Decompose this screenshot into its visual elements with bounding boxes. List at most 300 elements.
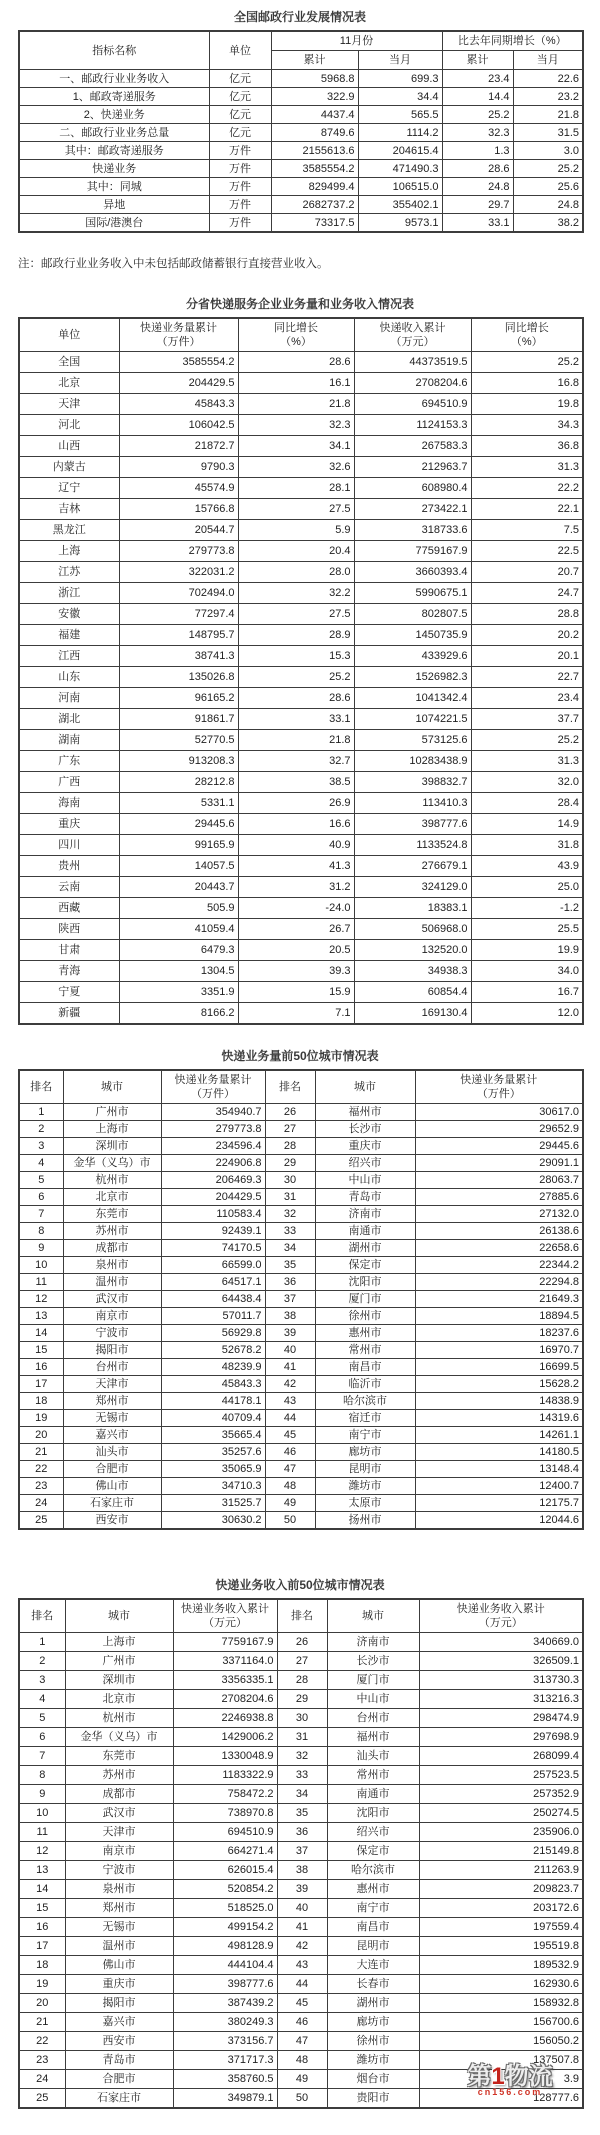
table-cell: 913208.3 [119,751,238,772]
table-cell: 1450735.9 [354,625,471,646]
table-row [19,1444,583,1461]
table-cell: 青岛市 [65,2051,173,2070]
table-cell: 绍兴市 [327,1823,419,1842]
table-cell: 南通市 [327,1785,419,1804]
table-cell: 徐州市 [315,1308,415,1325]
table-cell: 20544.7 [119,520,238,541]
table-cell: 其中：同城 [19,178,209,196]
table-cell: 温州市 [63,1274,161,1291]
table-cell: 24.8 [513,196,583,214]
table-cell: 沈阳市 [327,1804,419,1823]
table-cell: 昆明市 [327,1937,419,1956]
column-header: 快递业务量累计 （万件） [161,1070,265,1104]
table-cell: -24.0 [238,898,354,919]
table-cell: 135026.8 [119,667,238,688]
table-row [19,1104,583,1121]
table-cell: 197559.4 [419,1918,583,1937]
table-cell: 2155613.6 [271,142,358,160]
table-cell: 257523.5 [419,1766,583,1785]
column-header: 排名 [19,1070,63,1104]
column-header: 快递业务量累计 （万件） [119,318,238,352]
table-cell: 27885.6 [415,1189,583,1206]
table-cell: 298474.9 [419,1709,583,1728]
table-cell: 万件 [209,160,271,178]
table-row [19,196,583,214]
table-cell: 1074221.5 [354,709,471,730]
table-row [19,1709,583,1728]
table-cell: 3585554.2 [271,160,358,178]
table-cell: 22294.8 [415,1274,583,1291]
table-row [19,1240,583,1257]
table-cell: 太原市 [315,1495,415,1512]
table-cell: 29091.1 [415,1155,583,1172]
table-cell: 2708204.6 [354,373,471,394]
table-cell: 41 [277,1918,327,1937]
table-cell: 380249.3 [173,2013,277,2032]
table-cell: 322031.2 [119,562,238,583]
table-cell: 41.3 [238,856,354,877]
table-cell: 19.9 [471,940,583,961]
table-cell: 27132.0 [415,1206,583,1223]
table-row [19,1804,583,1823]
table-cell: 苏州市 [65,1766,173,1785]
table-cell: 郑州市 [63,1393,161,1410]
table-cell: 694510.9 [173,1823,277,1842]
table-cell: 27 [265,1121,315,1138]
table-cell: 45843.3 [161,1376,265,1393]
column-header: 城市 [63,1070,161,1104]
table-cell: 99165.9 [119,835,238,856]
table-header-row [19,1070,583,1104]
table-cell: 深圳市 [65,1671,173,1690]
table-cell: 29652.9 [415,1121,583,1138]
table-cell: 28063.7 [415,1172,583,1189]
table-cell: 25.6 [513,178,583,196]
table-cell: 34.4 [358,88,442,106]
table-cell: 8749.6 [271,124,358,142]
table-cell: 36 [265,1274,315,1291]
table-cell: 青海 [19,961,119,982]
table-cell: 322.9 [271,88,358,106]
table-cell: 77297.4 [119,604,238,625]
table-cell: 22 [19,1461,63,1478]
table-cell: 大连市 [327,1956,419,1975]
table-cell: 10 [19,1257,63,1274]
table-cell: 38 [265,1308,315,1325]
table-cell: 326509.1 [419,1652,583,1671]
table-cell: 昆明市 [315,1461,415,1478]
table-cell: 河北 [19,415,119,436]
table-cell: 23.4 [471,688,583,709]
table-row [19,604,583,625]
table-cell: 西安市 [65,2032,173,2051]
table-cell: 哈尔滨市 [315,1393,415,1410]
table-cell: 14319.6 [415,1410,583,1427]
table-cell: 1304.5 [119,961,238,982]
table-cell: 上海市 [65,1633,173,1652]
table-cell: 28.1 [238,478,354,499]
table-cell: 12.0 [471,1003,583,1025]
table-cell: 万件 [209,178,271,196]
table-row [19,1325,583,1342]
table-cell: 北京市 [63,1189,161,1206]
col-header-unit: 单位 [209,31,271,70]
table-row [19,178,583,196]
table-cell: 惠州市 [327,1880,419,1899]
table-cell: 41 [265,1359,315,1376]
table-cell: 合肥市 [63,1461,161,1478]
table-cell: 浙江 [19,583,119,604]
table-cell: 深圳市 [63,1138,161,1155]
table-cell: 31.5 [513,124,583,142]
table-cell: 235906.0 [419,1823,583,1842]
table-cell: 5 [19,1709,65,1728]
table-cell: 25.2 [238,667,354,688]
table-cell: 156700.6 [419,2013,583,2032]
table-cell: 9 [19,1785,65,1804]
table-cell: 14.4 [442,88,513,106]
table-cell: 13148.4 [415,1461,583,1478]
watermark-site: cn156.com [477,2087,543,2097]
table-cell: 郑州市 [65,1899,173,1918]
table-cell: 14261.1 [415,1427,583,1444]
table-cell: 23.2 [513,88,583,106]
table-cell: 6 [19,1728,65,1747]
table-cell: 临沂市 [315,1376,415,1393]
table-cell: 无锡市 [65,1918,173,1937]
table-cell: 5.9 [238,520,354,541]
table-cell: 福建 [19,625,119,646]
table-row [19,1842,583,1861]
table-cell: 340669.0 [419,1633,583,1652]
table-row [19,814,583,835]
column-header: 排名 [277,1599,327,1633]
table-cell: 106515.0 [358,178,442,196]
table-row [19,688,583,709]
table-row [19,1359,583,1376]
table-cell: 南通市 [315,1223,415,1240]
table-cell: 常州市 [327,1766,419,1785]
table4-title: 快递业务收入前50位城市情况表 [215,1578,385,1592]
table-row [19,1393,583,1410]
table-cell: 中山市 [315,1172,415,1189]
table-cell: 5990675.1 [354,583,471,604]
table-cell: 25.2 [471,730,583,751]
column-header: 同比增长 （%） [471,318,583,352]
table-row [19,1747,583,1766]
table-cell: 3585554.2 [119,352,238,373]
table-row [19,877,583,898]
table-cell: 518525.0 [173,1899,277,1918]
table-cell: 35 [277,1804,327,1823]
table-cell: 21 [19,1444,63,1461]
footnote: 注：邮政行业业务收入中未包括邮政储蓄银行直接营业收入。 [18,258,329,270]
table-cell: 二、邮政行业业务总量 [19,124,209,142]
table-cell: 8166.2 [119,1003,238,1025]
table-cell: 22658.6 [415,1240,583,1257]
table-row [19,214,583,233]
table-cell: 21649.3 [415,1291,583,1308]
table-cell: 5331.1 [119,793,238,814]
table-cell: 19.8 [471,394,583,415]
table-cell: 宁波市 [65,1861,173,1880]
table-cell: 24.7 [471,583,583,604]
table-cell: 57011.7 [161,1308,265,1325]
table-cell: 18237.6 [415,1325,583,1342]
table-cell: 30 [277,1709,327,1728]
table-cell: 河南 [19,688,119,709]
volume-top50-table [18,1069,584,1530]
table-cell: 471490.3 [358,160,442,178]
table-cell: 12044.6 [415,1512,583,1530]
table-cell: 2 [19,1652,65,1671]
table-cell: 42 [277,1937,327,1956]
table-cell: 14.9 [471,814,583,835]
table-cell: 广州市 [63,1104,161,1121]
table-cell: 南宁市 [327,1899,419,1918]
table-cell: 2、快递业务 [19,106,209,124]
table-row [19,1138,583,1155]
table-cell: 28.6 [442,160,513,178]
table-cell: 亿元 [209,88,271,106]
table-row [19,898,583,919]
table2-title: 分省快递服务企业业务量和业务收入情况表 [185,297,414,311]
table-cell: 7759167.9 [173,1633,277,1652]
table-cell: 25 [19,1512,63,1530]
table-cell: 14 [19,1880,65,1899]
table-row [19,499,583,520]
table-cell: 189532.9 [419,1956,583,1975]
table-row [19,1223,583,1240]
table-cell: 18383.1 [354,898,471,919]
table-cell: 西藏 [19,898,119,919]
table-cell: 1429006.2 [173,1728,277,1747]
column-header: 快递业务收入累计 （万元） [173,1599,277,1633]
table-cell: 10 [19,1804,65,1823]
table-cell: 44373519.5 [354,352,471,373]
table-cell: 湖州市 [315,1240,415,1257]
table-row [19,1308,583,1325]
table-cell: 52770.5 [119,730,238,751]
table-row [19,1003,583,1025]
table-cell: 43.9 [471,856,583,877]
col-header-current: 当月 [358,51,442,70]
table-cell: 20.7 [471,562,583,583]
table-cell: 廊坊市 [327,2013,419,2032]
table-cell: 56929.8 [161,1325,265,1342]
table-cell: 30 [265,1172,315,1189]
table-cell: 34.0 [471,961,583,982]
table-cell: 7.5 [471,520,583,541]
table-row [19,160,583,178]
table-cell: 万件 [209,142,271,160]
table-cell: 4 [19,1155,63,1172]
table-cell: 杭州市 [65,1709,173,1728]
table-cell: 204429.5 [161,1189,265,1206]
column-header: 排名 [265,1070,315,1104]
table-row [19,1291,583,1308]
table-cell: 30617.0 [415,1104,583,1121]
table-cell: 45 [265,1427,315,1444]
table-cell: 一、邮政行业业务收入 [19,70,209,88]
table-row [19,772,583,793]
table-cell: 28.6 [238,688,354,709]
table-cell: 万件 [209,214,271,233]
table-cell: 33 [265,1223,315,1240]
table-cell: 49 [265,1495,315,1512]
table-cell: 1 [19,1104,63,1121]
table-row [19,478,583,499]
revenue-top50-table [18,1598,584,2109]
table-cell: 无锡市 [63,1410,161,1427]
table-cell: 1114.2 [358,124,442,142]
table-row [19,2032,583,2051]
table-cell: 31.3 [471,751,583,772]
table-row [19,520,583,541]
table-cell: 石家庄市 [65,2089,173,2109]
table-cell: 苏州市 [63,1223,161,1240]
table-cell: 西安市 [63,1512,161,1530]
table-cell: 39.3 [238,961,354,982]
table-cell: 东莞市 [63,1206,161,1223]
table-cell: 14838.9 [415,1393,583,1410]
table-cell: 16970.7 [415,1342,583,1359]
table-cell: 520854.2 [173,1880,277,1899]
table-cell: 49 [277,2070,327,2089]
table-cell: 长沙市 [315,1121,415,1138]
table-cell: 16.1 [238,373,354,394]
table-cell: 16699.5 [415,1359,583,1376]
table-cell: 15628.2 [415,1376,583,1393]
table-cell: 山东 [19,667,119,688]
table-cell: 38.2 [513,214,583,233]
table-cell: 嘉兴市 [63,1427,161,1444]
table-cell: 36.8 [471,436,583,457]
table1-title: 全国邮政行业发展情况表 [233,10,366,24]
table-cell: 16.7 [471,982,583,1003]
table-cell: 573125.6 [354,730,471,751]
table-cell: 110583.4 [161,1206,265,1223]
table-cell: 15.9 [238,982,354,1003]
table-cell: 44 [265,1410,315,1427]
table-cell: 41059.4 [119,919,238,940]
table-cell: 498128.9 [173,1937,277,1956]
table-cell: 18894.5 [415,1308,583,1325]
table-cell: 156050.2 [419,2032,583,2051]
table-cell: 26 [277,1633,327,1652]
table-cell: 9790.3 [119,457,238,478]
table-cell: 29 [277,1690,327,1709]
table-cell: 64438.4 [161,1291,265,1308]
table-cell: 天津市 [65,1823,173,1842]
table-cell: 31.3 [471,457,583,478]
table-cell: 212963.7 [354,457,471,478]
table-cell: 潍坊市 [327,2051,419,2070]
table-cell: 758472.2 [173,1785,277,1804]
table-cell: 13 [19,1308,63,1325]
table-cell: 40.9 [238,835,354,856]
table-cell: 37 [265,1291,315,1308]
table-cell: 234596.4 [161,1138,265,1155]
table-row [19,1899,583,1918]
table-cell: 内蒙古 [19,457,119,478]
table-row [19,1189,583,1206]
table-row [19,1633,583,1652]
table-cell: 28.9 [238,625,354,646]
col-header-growth-current: 当月 [513,51,583,70]
table-cell: 7759167.9 [354,541,471,562]
table-cell: 268099.4 [419,1747,583,1766]
table-row [19,124,583,142]
table-row [19,793,583,814]
column-header: 城市 [65,1599,173,1633]
table-cell: 398777.6 [354,814,471,835]
table-cell: 50 [277,2089,327,2109]
table-cell: 297698.9 [419,1728,583,1747]
table-cell: 276679.1 [354,856,471,877]
table-row [19,1652,583,1671]
table-cell: 潍坊市 [315,1478,415,1495]
table-row [19,667,583,688]
table-cell: 20.1 [471,646,583,667]
table-cell: 石家庄市 [63,1495,161,1512]
table-cell: 青岛市 [315,1189,415,1206]
table-cell: 揭阳市 [63,1342,161,1359]
table-cell: 合肥市 [65,2070,173,2089]
table-cell: 13 [19,1861,65,1880]
table-cell: 47 [265,1461,315,1478]
table-cell: 313216.3 [419,1690,583,1709]
table-cell: 24.8 [442,178,513,196]
table-cell: 常州市 [315,1342,415,1359]
table-cell: 25.2 [442,106,513,124]
table-cell: 8 [19,1766,65,1785]
table-cell: 福州市 [315,1104,415,1121]
table-cell: 22.2 [471,478,583,499]
table-cell: 台州市 [327,1709,419,1728]
table-row [19,1956,583,1975]
table-cell: 26138.6 [415,1223,583,1240]
table-row [19,835,583,856]
table-cell: 313730.3 [419,1671,583,1690]
table-cell: 宁夏 [19,982,119,1003]
table-cell: 398777.6 [173,1975,277,1994]
table-cell: 3.0 [513,142,583,160]
table-cell: 209823.7 [419,1880,583,1899]
table-cell: 45574.9 [119,478,238,499]
table-cell: 重庆市 [315,1138,415,1155]
table-cell: 20 [19,1427,63,1444]
table-cell: 5968.8 [271,70,358,88]
table-row [19,1172,583,1189]
table-row [19,373,583,394]
col-header-month-group: 11月份 [271,31,442,51]
table-cell: 35065.9 [161,1461,265,1478]
table-cell: 温州市 [65,1937,173,1956]
table-cell: -1.2 [471,898,583,919]
table-row [19,1461,583,1478]
table-cell: 829499.4 [271,178,358,196]
watermark-text: 第1物流 [467,2063,553,2090]
table-cell: 万件 [209,196,271,214]
table-row [19,88,583,106]
table-cell: 14180.5 [415,1444,583,1461]
table-cell: 250274.5 [419,1804,583,1823]
table-cell: 1、邮政寄递服务 [19,88,209,106]
table-row [19,1512,583,1530]
table-row [19,751,583,772]
table-cell: 21 [19,2013,65,2032]
